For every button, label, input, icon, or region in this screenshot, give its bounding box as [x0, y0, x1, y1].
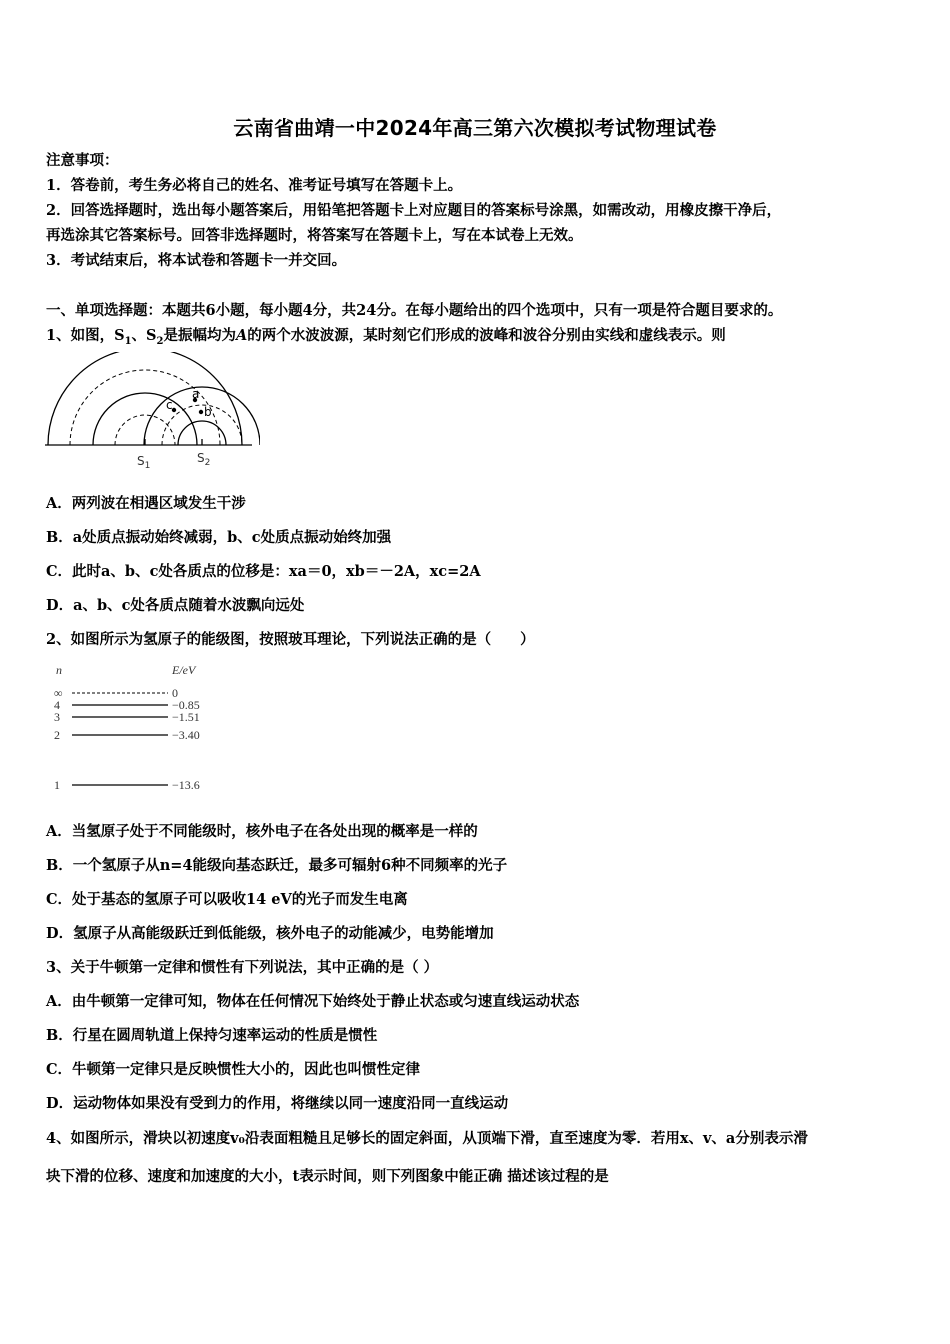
q2-option-a: A．当氢原子处于不同能级时，核外电子在各处出现的概率是一样的 — [46, 823, 478, 840]
q1-option-d: D．a、b、c处各质点随着水波飘向远处 — [46, 597, 305, 614]
q3-stem: 3、关于牛顿第一定律和惯性有下列说法，其中正确的是（ ） — [46, 959, 439, 976]
level-e-3: −1.51 — [172, 710, 200, 724]
energy-level-figure — [50, 660, 230, 800]
energy-axis-label: E/eV — [172, 663, 196, 677]
level-n-4: 4 — [54, 698, 60, 712]
level-n-3: 3 — [54, 710, 60, 724]
q2-option-c: C．处于基态的氢原子可以吸收14 eV的光子而发生电离 — [46, 891, 408, 908]
level-n-1: 1 — [54, 778, 60, 792]
wave-interference-figure — [40, 352, 260, 472]
q4-stem-line1: 4、如图所示，滑块以初速度v₀沿表面粗糙且足够长的固定斜面，从顶端下滑，直至速度为零．若用x、v、a分别表示滑 — [46, 1130, 808, 1147]
point-b — [199, 410, 203, 414]
page-title: 云南省曲靖一中2024年高三第六次模拟考试物理试卷 — [233, 116, 717, 140]
notice-item-1: 1．答卷前，考生务必将自己的姓名、准考证号填写在答题卡上。 — [46, 177, 463, 194]
notice-item-2: 2．回答选择题时，选出每小题答案后，用铅笔把答题卡上对应题目的答案标号涂黑，如需改动，用橡皮擦干净后， — [46, 202, 782, 219]
label-c: c — [166, 398, 173, 412]
q3-option-c: C．牛顿第一定律只是反映惯性大小的，因此也叫惯性定律 — [46, 1061, 421, 1078]
q2-option-d: D．氢原子从高能级跃迁到低能级，核外电子的动能减少，电势能增加 — [46, 925, 494, 942]
section-heading: 一、单项选择题：本题共6小题，每小题4分，共24分。在每小题给出的四个选项中，只有一项是符合题目要求的。 — [46, 302, 783, 319]
q2-stem: 2、如图所示为氢原子的能级图，按照玻耳理论，下列说法正确的是（ ） — [46, 631, 535, 648]
notice-item-3: 3．考试结束后，将本试卷和答题卡一并交回。 — [46, 252, 347, 269]
n-axis-label: n — [56, 663, 62, 677]
q1-stem: 1、如图，$S_1$、$S_2$是振幅均为A的两个水波波源，某时刻它们形成的波峰和波谷分别由实线和虚线表示。则 — [46, 327, 726, 347]
q1-option-c: C．此时a、b、c处各质点的位移是：xa＝0，xb＝－2A，xc=2A — [46, 563, 481, 580]
label-s2: $S_2$ — [197, 451, 211, 468]
q1-option-a: A．两列波在相遇区域发生干涉 — [46, 495, 246, 512]
q2-option-b: B．一个氢原子从n=4能级向基态跃迁，最多可辐射6种不同频率的光子 — [46, 857, 508, 874]
q3-option-a: A．由牛顿第一定律可知，物体在任何情况下始终处于静止状态或匀速直线运动状态 — [46, 993, 580, 1010]
label-b: b — [204, 405, 212, 419]
level-e-inf: 0 — [172, 686, 178, 700]
q3-option-d: D．运动物体如果没有受到力的作用，将继续以同一速度沿同一直线运动 — [46, 1095, 509, 1112]
label-a: a — [192, 387, 200, 401]
q4-stem-line2: 块下滑的位移、速度和加速度的大小，t表示时间，则下列图象中能正确 描述该过程的是 — [46, 1168, 609, 1185]
level-e-2: −3.40 — [172, 728, 200, 742]
notice-heading: 注意事项： — [46, 152, 119, 169]
level-e-4: −0.85 — [172, 698, 200, 712]
q3-option-b: B．行星在圆周轨道上保持匀速率运动的性质是惯性 — [46, 1027, 378, 1044]
notice-item-2-cont: 再选涂其它答案标号。回答非选择题时，将答案写在答题卡上，写在本试卷上无效。 — [46, 227, 583, 244]
level-n-inf: ∞ — [54, 686, 63, 700]
label-s1: $S_1$ — [137, 454, 151, 471]
q1-option-b: B．a处质点振动始终减弱，b、c处质点振动始终加强 — [46, 529, 392, 546]
level-e-1: −13.6 — [172, 778, 200, 792]
level-n-2: 2 — [54, 728, 60, 742]
